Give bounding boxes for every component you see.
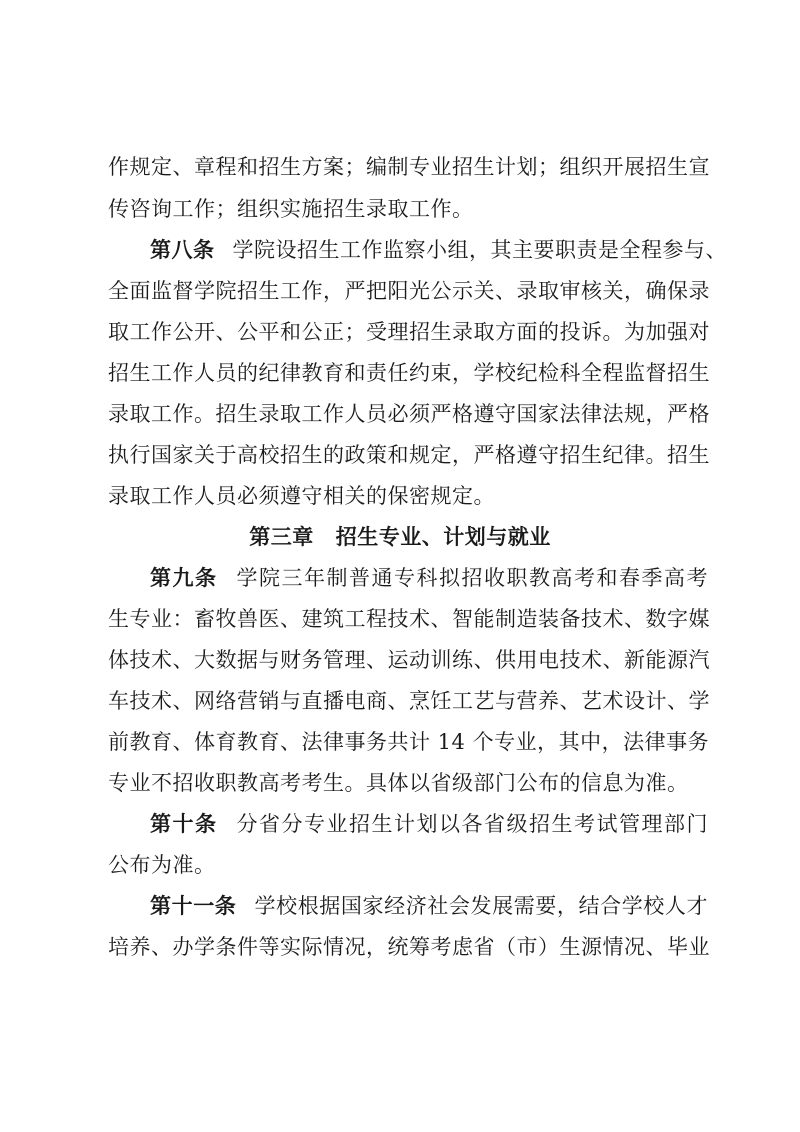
paragraph-line: 培养、办学条件等实际情况，统筹考虑省（市）生源情况、毕业 [108, 935, 710, 959]
article-10-text: 分省分专业招生计划以各省级招生考试管理部门 [235, 812, 708, 836]
article-11-label: 第十一条 [150, 894, 237, 918]
article-11-text: 学校根据国家经济社会发展需要，结合学校人才 [254, 894, 709, 918]
chapter-heading [0, 522, 800, 552]
paragraph-line: 录取工作人员必须遵守相关的保密规定。 [108, 484, 495, 508]
paragraph-line: 专业不招收职教高考考生。具体以省级部门公布的信息为准。 [108, 771, 689, 795]
chapter-title: 招生专业、计划与就业 [335, 525, 551, 549]
article-9-label: 第九条 [150, 566, 218, 590]
paragraph-line: 公布为准。 [108, 853, 216, 877]
paragraph-line: 传咨询工作；组织实施招生录取工作。 [108, 197, 474, 221]
paragraph-line: 体技术、大数据与财务管理、运动训练、供用电技术、新能源汽 [108, 648, 710, 672]
article-9-text: 学院三年制普通专科拟招收职教高考和春季高考 [235, 566, 708, 590]
article-8-text: 学院设招生工作监察小组，其主要职责是全程参与、 [232, 238, 727, 262]
paragraph-line: 生专业：畜牧兽医、建筑工程技术、智能制造装备技术、数字媒 [108, 607, 710, 631]
article-8-label: 第八条 [150, 238, 215, 262]
chapter-number: 第三章 [249, 525, 314, 549]
article-10-label: 第十条 [150, 812, 218, 836]
paragraph-line: 录取工作。招生录取工作人员必须严格遵守国家法律法规，严格 [108, 402, 710, 426]
article-11-first-line [150, 891, 708, 921]
paragraph-line: 全面监督学院招生工作，严把阳光公示关、录取审核关，确保录 [108, 279, 710, 303]
article-8-first-line [150, 235, 727, 265]
paragraph-line: 取工作公开、公平和公正；受理招生录取方面的投诉。为加强对 [108, 320, 710, 344]
paragraph-line: 招生工作人员的纪律教育和责任约束，学校纪检科全程监督招生 [108, 361, 710, 385]
paragraph-line: 作规定、章程和招生方案；编制专业招生计划；组织开展招生宣 [108, 155, 710, 179]
paragraph-line: 前教育、体育教育、法律事务共计 14 个专业，其中，法律事务 [108, 730, 710, 754]
article-10-first-line [150, 809, 708, 839]
article-9-first-line [150, 563, 708, 593]
paragraph-line: 执行国家关于高校招生的政策和规定，严格遵守招生纪律。招生 [108, 443, 710, 467]
paragraph-line: 车技术、网络营销与直播电商、烹饪工艺与营养、艺术设计、学 [108, 689, 710, 713]
